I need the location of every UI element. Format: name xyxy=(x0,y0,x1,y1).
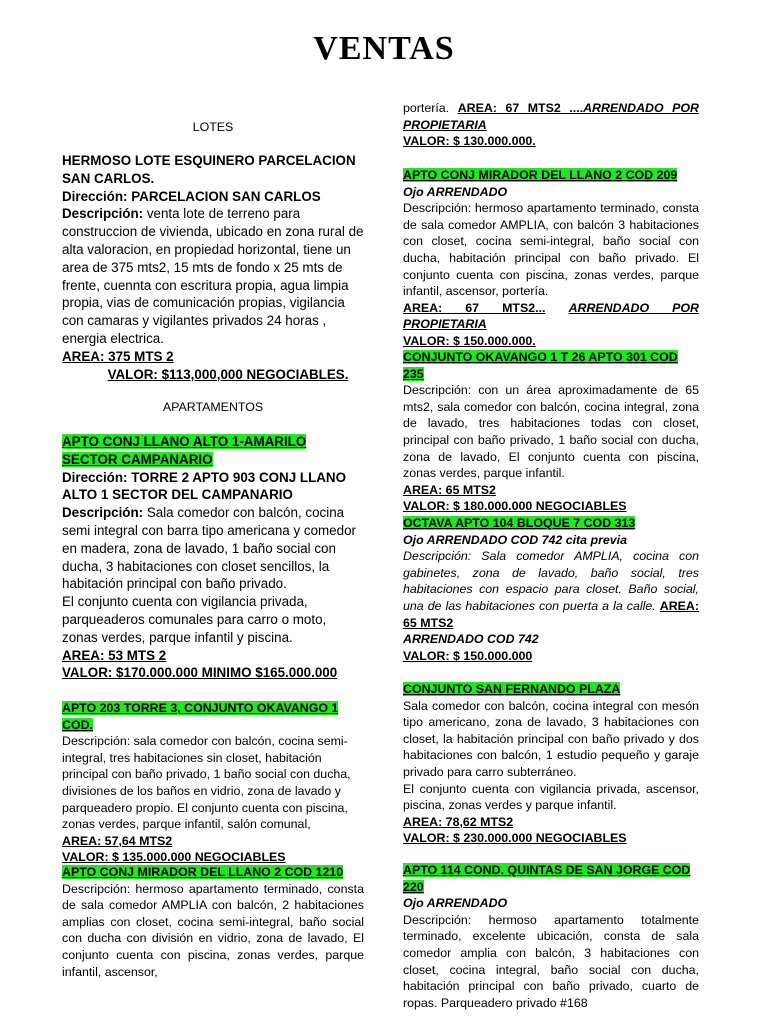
address-line: Dirección: TORRE 2 APTO 903 CONJ LLANO ALTO 1 SECTOR DEL CAMPANARIO xyxy=(62,469,347,503)
price-line: VALOR: $170.000.000 MINIMO $165.000.000 xyxy=(62,665,338,681)
description-2: El conjunto cuenta con vigilancia privada, parqueaderos comunales para carro o moto, zonas verdes, parque infantil y piscina. xyxy=(62,594,327,645)
listing-octava-104 xyxy=(403,515,699,664)
status-note: Ojo ARRENDADO COD 742 cita previa xyxy=(403,532,628,547)
description: Descripción: hermoso apartamento terminado, consta de sala comedor AMPLIA con balcón, 2 habitaciones amplias con closet, cocina semi-integral, baño social con ducha con división en vidrio, zona de lavado, El conjunto cuenta con piscina, zonas verdes, parque infantil, ascensor, xyxy=(62,881,364,979)
listing-title: APTO CONJ LLANO ALTO 1-AMARILO SECTOR CAMPANARIO xyxy=(62,434,307,467)
price-line: VALOR: $ 135.000.000 NEGOCIABLES xyxy=(62,850,286,865)
area-line: AREA: 375 MTS 2 xyxy=(62,348,174,364)
listing-quintas-san-jorge xyxy=(403,862,699,1011)
description: Descripción: hermoso apartamento terminado, consta de sala comedor AMPLIA, con balcón 3 habitaciones con closet, cocina semi-integral, baño social con ducha, habitación principal con baño privado. El conjunto cuenta con piscina, zonas verdes, parque infantil, ascensor, portería. xyxy=(403,201,699,299)
listing-title: CONJUNTO OKAVANGO 1 T 26 APTO 301 COD 235 xyxy=(403,350,678,381)
price-line: VALOR: $113,000,000 NEGOCIABLES. xyxy=(107,366,349,382)
description: Descripción: Sala comedor con balcón, cocina semi integral con barra tipo americana y comedor en madera, zona de lavado, 1 baño social con ducha, 3 habitaciones con closet sencillos, la habitación principal con baño privado. xyxy=(62,505,356,592)
description-2: El conjunto cuenta con vigilancia privada, ascensor, piscina, zonas verdes y parque infantil. xyxy=(403,781,699,813)
section-heading-apartamentos: APARTAMENTOS xyxy=(162,400,264,414)
description: Descripción: hermoso apartamento totalmente terminado, excelente ubicación, consta de sala comedor amplia con balcón, 3 habitaciones con closet, cocina integral, baño social con ducha, habitación principal con baño privado, cuarto de ropas. Parqueadero privado #168 xyxy=(403,912,699,1010)
listing-title: APTO 114 COND. QUINTAS DE SAN JORGE COD 220 xyxy=(403,863,691,894)
listing-title: APTO 203 TORRE 3, CONJUNTO OKAVANGO 1 COD. xyxy=(62,701,339,732)
description: Descripción: venta lote de terreno para construccion de vivienda, ubicado en zona rural de alta valoracion, en propiedad horizontal, tiene un area de 375 mts2, 15 mts de fondo x 25 mts de frente, cuennta con escritura propia, agua limpia propia, vias de comunicación propias, vigilancia con camaras y vigilantes privados 24 horas , energia electrica. xyxy=(62,206,364,346)
price-line: VALOR: $ 130.000.000. xyxy=(403,134,536,149)
price-line: VALOR: $ 150.000.000. xyxy=(403,333,536,348)
listing-apto-mirador-1210 xyxy=(62,864,364,980)
price-line: VALOR: $ 180.000.000 NEGOCIABLES xyxy=(403,499,627,514)
listing-lote xyxy=(62,152,364,383)
area-line: AREA: 53 MTS 2 xyxy=(62,647,167,663)
listing-title: OCTAVA APTO 104 BLOQUE 7 COD 313 xyxy=(403,516,636,530)
description: Sala comedor con balcón, cocina integral con mesón tipo americano, zona de lavado, 3 habitaciones con closet, la habitación principal con baño privado y dos habitaciones con balcón, 1 estudio pequeño y garaje privado para carro subterráneo. xyxy=(403,698,699,779)
listing-apto-llano-alto xyxy=(62,433,364,682)
rental-note: ARRENDADO COD 742 xyxy=(403,632,539,647)
area-line: AREA: 67 MTS2... ARRENDADO POR PROPIETARIA xyxy=(403,300,700,332)
listing-san-fernando-plaza xyxy=(403,681,699,847)
price-line: VALOR: $ 150.000.000 xyxy=(403,648,533,663)
section-heading-lotes: LOTES xyxy=(192,120,234,134)
area-line: AREA: 65 MTS2 xyxy=(403,482,496,497)
listing-continuation xyxy=(403,100,699,150)
description: Descripción: sala comedor con balcón, cocina semi-integral, tres habitaciones sin closet, habitación principal con baño privado, 1 baño social con ducha, divisiones de los baños en vidrio, zona de lavado y parqueadero propio. El conjunto cuenta con piscina, zonas verdes, parque infantil, salón comunal, xyxy=(62,734,351,832)
status-note: Ojo ARRENDADO xyxy=(403,896,508,911)
listing-apto-mirador-209 xyxy=(403,167,699,350)
status-note: Ojo ARRENDADO xyxy=(403,184,508,199)
page-title: VENTAS xyxy=(313,30,455,67)
price-line: VALOR: $ 230.000.000 NEGOCIABLES xyxy=(403,831,627,846)
continuation-line: portería. AREA: 67 MTS2 ....ARRENDADO POR PROPIETARIA xyxy=(403,101,699,132)
listing-okavango-301 xyxy=(403,349,699,515)
area-line: AREA: 78,62 MTS2 xyxy=(403,814,514,829)
listing-title: HERMOSO LOTE ESQUINERO PARCELACION SAN CARLOS. xyxy=(62,153,356,186)
description: Descripción: Sala comedor AMPLIA, cocina con gabinetes, zona de lavado, baño social, tres habitaciones con espacio para closet. Baño social, una de las habitaciones con puerta a la calle. AREA: 65 MTS2 xyxy=(403,549,700,630)
listing-apto-okavango-203 xyxy=(62,700,364,866)
description: Descripción: con un área aproximadamente de 65 mts2, sala comedor con balcón, cocina integral, zona de lavado, tres habitaciones todas con closet, principal con baño privado, 1 baño social con ducha, zona de lavado, El conjunto cuenta con piscina, zonas verdes, parque infantil. xyxy=(403,383,699,481)
listing-title: APTO CONJ MIRADOR DEL LLANO 2 COD 1210 xyxy=(62,865,344,879)
area-line: AREA: 57,64 MTS2 xyxy=(62,833,173,848)
listing-title: CONJUNTO SAN FERNANDO PLAZA xyxy=(403,682,621,696)
listing-title: APTO CONJ MIRADOR DEL LLANO 2 COD 209 xyxy=(403,168,678,182)
address-line: Dirección: PARCELACION SAN CARLOS xyxy=(62,188,321,204)
